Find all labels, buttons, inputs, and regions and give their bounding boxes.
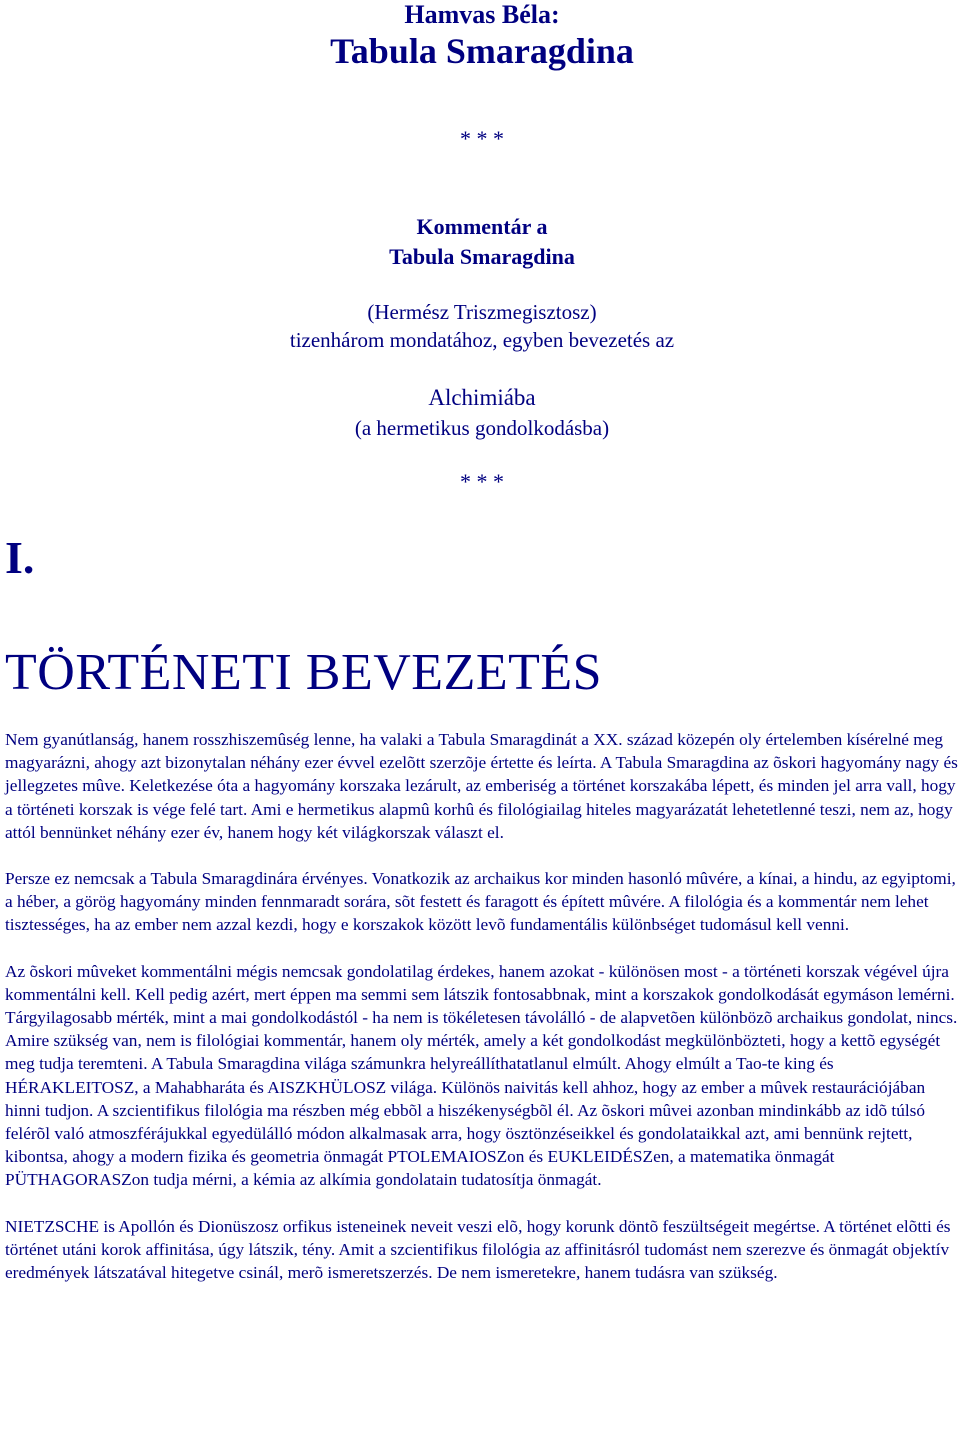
alchemy-subtitle: (a hermetikus gondolkodásba) — [354, 416, 610, 440]
subtitle-line-1: (Hermész Triszmegisztosz) — [367, 300, 597, 324]
paragraph-1: Nem gyanútlanság, hanem rosszhiszemûség lenne, ha valaki a Tabula Smaragdinát a XX. század közepén oly értelemben kísérelné meg magyarázni, ahogy azt bizonytalan néhány ezer évvel ezelõtt szerzõje értette és leírta. A Tabula Smaragdina az õskori hagyomány nagy és jellegzetes mûve. Keletkezése óta a hagyomány korszaka lezárult, az emberiség a történet korszakába lépett, és minden jel arra vall, hogy a történeti korszak is vége felé tart. Ami e hermetikus alapmû korhû és filológiailag hiteles magyarázatát lehetetlenné teszi, nem az, hogy attól bennünket néhány ezer év, hanem hogy két világkorszak választ el. — [5, 730, 958, 842]
subtitle — [0, 298, 960, 354]
section-divider-top: * * * — [460, 126, 504, 151]
page-title: Tabula Smaragdina — [330, 31, 634, 71]
commentary-heading — [0, 212, 960, 272]
author-name: Hamvas Béla: — [404, 0, 560, 29]
commentary-line-2: Tabula Smaragdina — [389, 244, 575, 269]
subtitle-line-2: tizenhárom mondatához, egyben bevezetés az — [289, 328, 675, 352]
chapter-title: TÖRTÉNETI BEVEZETÉS — [5, 644, 603, 701]
paragraph-4: NIETZSCHE is Apollón és Dionüszosz orfikus isteneinek neveit veszi elõ, hogy korunk döntõ feszültségeit megértse. A történet elõtti és történet utáni korok affinitása, úgy látszik, tény. Amit a szcientifikus filológia az affinitásról tudomást nem szerezve és önmagát objektív eredmények látszatával hitegetve csinál, merõ ismeretszerzés. De nem ismeretekre, hanem tudásra van szükség. — [5, 1216, 951, 1283]
section-divider-bottom: * * * — [460, 469, 504, 494]
chapter-number: I. — [5, 532, 35, 583]
body-text — [5, 728, 958, 1307]
commentary-line-1: Kommentár a — [416, 214, 548, 239]
paragraph-3: Az õskori mûveket kommentálni mégis nemcsak gondolatilag érdekes, hanem azokat - különösen most - a történeti korszak végével újra kommentálni kell. Kell pedig azért, mert éppen ma semmi sem látszik fontosabbnak, mint a korszakok gondolkodását egymáson lemérni. Tárgyilagosabb mérték, mint a mai gondolkodástól - ha nem is tökéletesen távolálló - de alapvetõen különbözõ archaikus gondolat, nincs. Amire szükség van, nem is filológiai kommentár, hanem oly mérték, amely a két gondolkodást megkülönbözteti, hogy a kettõ egységét meg tudja teremteni. A Tabula Smaragdina világa számunkra helyreállíthatatlanul elmúlt. Ahogy elmúlt a Tao-te king és HÉRAKLEITOSZ, a Mahabharáta és AISZKHÜLOSZ világa. Különös naivitás kell ahhoz, hogy az ember a mûvek restaurációjában hinni tudjon. A szcientifikus filológia ma részben még ebbõl a hiszékenységbõl él. Az õskori mûvei azonban mindinkább az idõ túlsó felérõl való atmoszférájukkal egyedülálló módon alkalmasak arra, hogy ösztönzéseikkel és gondolataikkal azt, ami bennünk rejtett, kibontsa, ahogy a modern fizika és geometria önmagát PTOLEMAIOSZon és EUKLEIDÉSZen, a matematika önmagát PÜTHAGORASZon tudja mérni, a kémia az alkímia gondolatain tudatosítja önmagát. — [5, 961, 958, 1190]
paragraph-2: Persze ez nemcsak a Tabula Smaragdinára érvényes. Vonatkozik az archaikus kor minden hasonló mûvére, a kínai, a hindu, az egyiptomi, a héber, a görög hagyomány minden fennmaradt sorára, sõt festett és faragott és épített mûvére. A filológia és a kommentár nem lehet tisztességes, ha az ember nem azzal kezdi, hogy e korszakok között levõ fundamentális különbséget tudomásul kell venni. — [5, 869, 956, 935]
alchemy-heading: Alchimiába — [428, 385, 536, 410]
